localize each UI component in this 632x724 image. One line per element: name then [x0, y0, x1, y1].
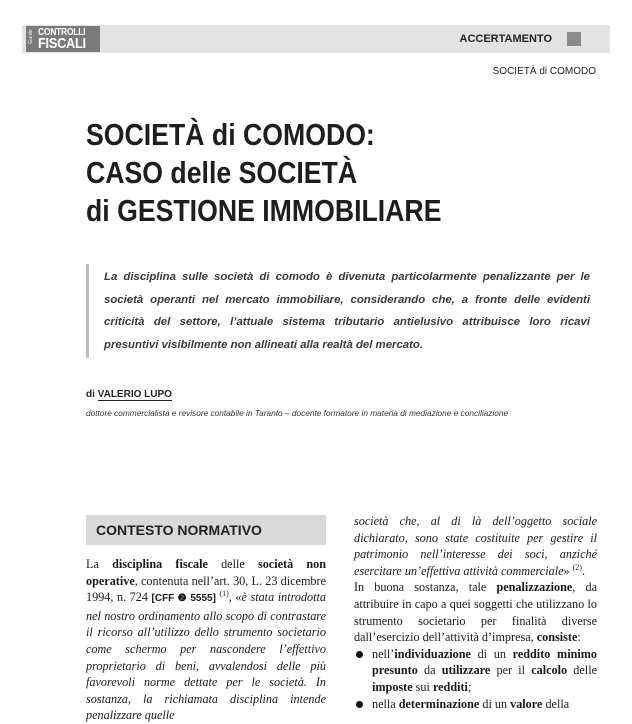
logo-line-2: FISCALI [38, 35, 86, 52]
footnote-ref: (2) [572, 562, 582, 572]
byline-prefix: di [86, 389, 98, 400]
cross-reference: [CFF ❷ 5555] [151, 593, 216, 605]
author-affiliation: dottore commercialista e revisore contabile in Taranto – docente formatore in materia di mediazione e conciliazione [86, 408, 509, 418]
title-line-3: di GESTIONE IMMOBILIARE [86, 193, 442, 228]
section-square-icon [567, 32, 581, 46]
footnote-ref: (1) [219, 589, 229, 599]
article-abstract: La disciplina sulle società di comodo è divenuta particolarmente penalizzante per le società operanti nel mercato immobiliare, considerando che, a fronte delle evidenti criticità del settore, l’attuale sistema tributario antielusivo attribuisce loro ricavi presuntivi visibilmente non allineati alla realtà del mercato. [104, 271, 590, 351]
left-column [86, 556, 326, 724]
title-line-2: CASO delle SOCIETÀ [86, 155, 358, 190]
logo-guide-text: Guide [28, 29, 34, 44]
byline [86, 389, 172, 400]
section-label: ACCERTAMENTO [459, 33, 552, 45]
article-title [86, 116, 441, 230]
section-heading: CONTESTO NORMATIVO [86, 515, 326, 545]
logo-line-1: CONTROLLI [38, 27, 86, 38]
paragraph: società che, al di là dell’oggetto sociale dichiarato, sono state costituite per gestire il patrimonio nell’interesse dei soci, anziché esercitare un’effettiva attività commerciale» $^{(2)}$. [354, 514, 597, 578]
title-line-1: SOCIETÀ di COMODO: [86, 117, 375, 152]
author-name: VALERIO LUPO [97, 389, 172, 400]
bullet-icon [356, 651, 363, 658]
subsection-label: SOCIETÀ di COMODO [492, 66, 596, 77]
paragraph: In buona sostanza, tale penalizzazione, da attribuire in capo a quei soggetti che utilizzano lo strumento societario per finalità diverse dall’esercizio dell’attività d’impresa, consiste: [354, 580, 597, 645]
list-item: nell’individuazione di un reddito minimo presunto da utilizzare per il calcolo delle imposte sui redditi; [354, 646, 597, 696]
paragraph: La disciplina fiscale delle società non operative, contenuta nell’art. 30, L. 23 dicembre 1994, n. 724 [CFF ❷ 5555] $^{(1)}$, «è stata introdotta nel nostro ordinamento allo scopo di contrastare il ricorso all’utilizzo dello strumento societario come schermo per nascondere l’effettivo proprietario di beni, avvalendosi delle più favorevoli norme dettate per le società. In sostanza, la richiamata disciplina intende penalizzare quelle [86, 557, 327, 723]
abstract-rule [86, 264, 89, 358]
bullet-list [354, 646, 597, 712]
right-column [354, 513, 597, 712]
list-item: nella determinazione di un valore della [354, 696, 597, 713]
bullet-icon [356, 701, 363, 708]
magazine-logo [26, 26, 100, 52]
